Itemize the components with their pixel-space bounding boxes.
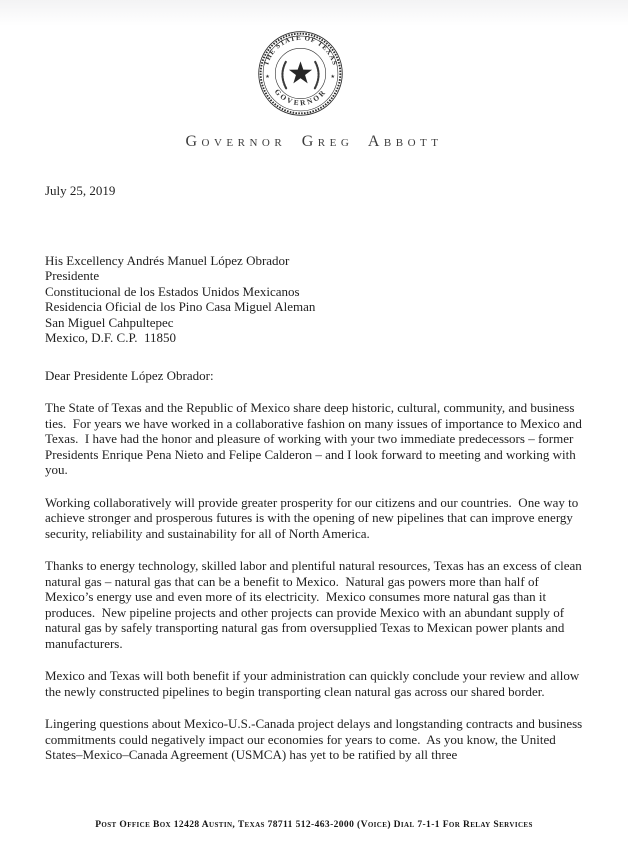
letter-date: July 25, 2019	[45, 183, 116, 198]
seal-right-star-icon: ★	[330, 73, 336, 80]
seal-top-text: THE STATE OF TEXAS	[262, 33, 339, 67]
address-line-city-postal: Mexico, D.F. C.P. 11850	[45, 330, 177, 345]
body-paragraph-2: Working collaboratively will provide greater prosperity for our citizens and our countries. One way to achieve stronger and prosperous futures is with the opening of new pipelines that can improve energy security, reliability and sustainability for all of North America.	[45, 494, 582, 541]
body-paragraph-4: Mexico and Texas will both benefit if your administration can quickly conclude your review and allow the newly constructed pipelines to begin transporting clean natural gas across our shared border.	[45, 668, 583, 699]
governor-name-heading: Governor Greg Abbott	[185, 133, 443, 150]
texas-governor-seal-icon	[257, 30, 344, 117]
seal-star-icon	[289, 61, 312, 83]
seal-left-star-icon: ★	[265, 73, 270, 80]
address-line-recipient: His Excellency Andrés Manuel López Obrador	[45, 252, 290, 268]
address-line-office: Constitucional de los Estados Unidos Mexicanos	[45, 283, 300, 299]
seal-bottom-text: GOVERNOR	[272, 87, 329, 108]
recipient-address	[45, 253, 588, 346]
body-paragraph-5: Lingering questions about Mexico-U.S.-Canada project delays and longstanding contracts and business commitments could negatively impact our economies for years to come. As you know, the United States–Mexico–Canada Agreement (USMCA) has yet to be ratified by all three	[45, 716, 586, 762]
svg-text:GOVERNOR	[273, 87, 329, 107]
address-line-title: Presidente	[45, 268, 100, 283]
body-paragraph-3: Thanks to energy technology, skilled labor and plentiful natural resources, Texas has an excess of clean natural gas – natural gas that can be a benefit to Mexico. Natural gas powers more than half of Mexico’s energy use and even more of its electricity. Mexico consumes more natural gas than it produces. New pipeline projects and other projects can provide Mexico with an abundant supply of natural gas by safely transporting natural gas from oversupplied Texas to Mexican power plants and manufacturers.	[45, 558, 585, 651]
address-line-residence: Residencia Oficial de los Pino Casa Miguel Aleman	[45, 299, 316, 314]
address-line-district: San Miguel Cahpultepec	[45, 314, 174, 330]
letter-body	[0, 183, 628, 763]
salutation: Dear Presidente López Obrador:	[45, 367, 214, 383]
footer-contact-line: Post Office Box 12428 Austin, Texas 78711 512-463-2000 (Voice) Dial 7-1-1 For Relay Services	[95, 820, 533, 830]
body-paragraph-1: The State of Texas and the Republic of Mexico share deep historic, cultural, community, and business ties. For years we have worked in a collaborative fashion on many issues of importance to Mexico and Texas. I have had the honor and pleasure of working with your two immediate predecessors – former Presidents Enrique Pena Nieto and Felipe Calderon – and I look forward to meeting and working with you.	[45, 400, 585, 477]
